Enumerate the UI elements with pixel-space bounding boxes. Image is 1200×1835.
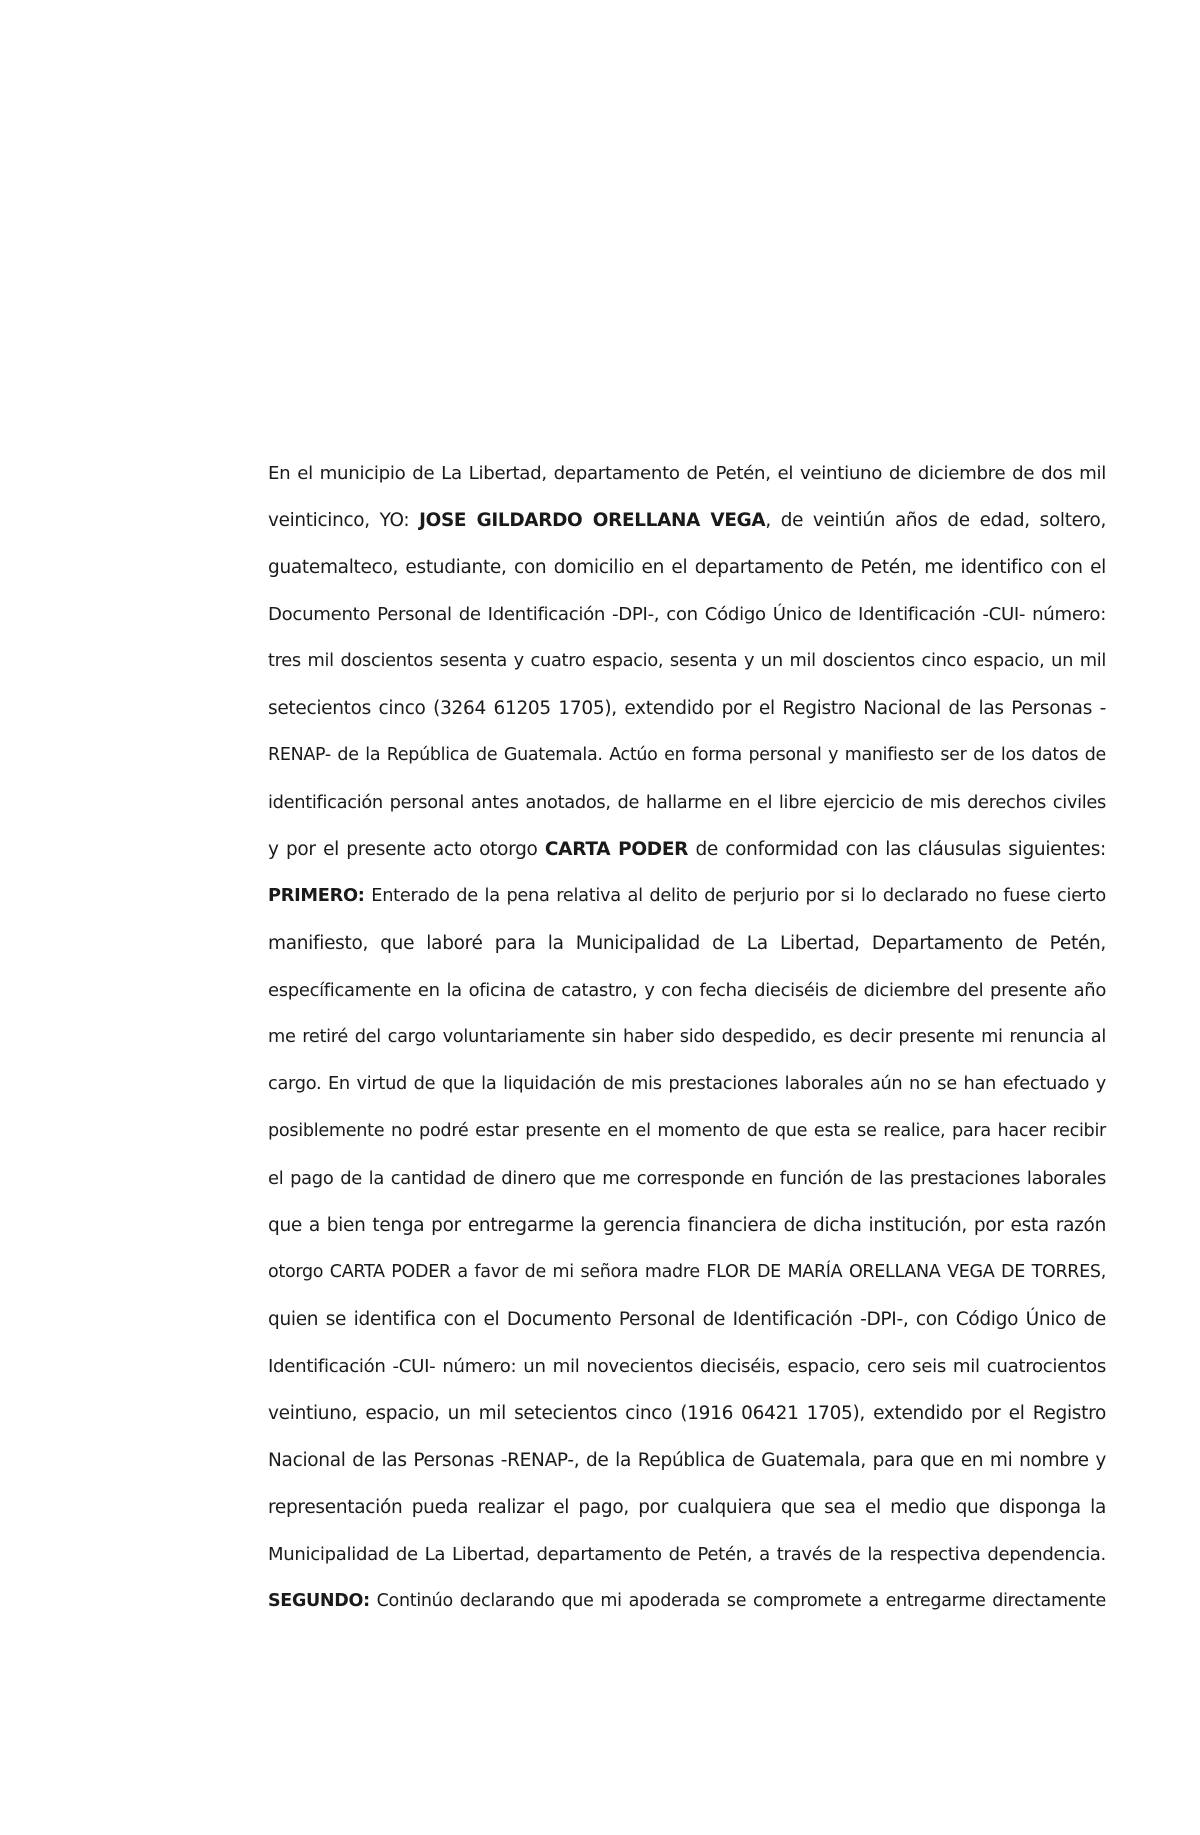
- text-line: [268, 826, 1106, 873]
- text-line: [268, 638, 1106, 685]
- text-segment: Continúo declarando que mi apoderada se compromete a entregarme directamente: [369, 1591, 1106, 1611]
- text-segment: RENAP- de la República de Guatemala. Actúo en forma personal y manifiesto ser de los datos de: [268, 745, 1106, 765]
- text-segment: Identificación -CUI- número: un mil novecientos dieciséis, espacio, cero seis mil cuatrocientos: [268, 1356, 1106, 1377]
- text-line: [268, 1343, 1106, 1390]
- text-segment: el pago de la cantidad de dinero que me corresponde en función de las prestaciones laborales: [268, 1168, 1106, 1189]
- text-line: [268, 450, 1106, 497]
- text-line: [268, 1390, 1106, 1437]
- text-segment: de conformidad con las cláusulas siguientes:: [688, 839, 1106, 860]
- text-line: [268, 1155, 1106, 1202]
- text-line: [268, 544, 1106, 591]
- text-segment: Documento Personal de Identificación -DPI-, con Código Único de Identificación -CUI- número:: [268, 604, 1106, 625]
- text-segment: tres mil doscientos sesenta y cuatro espacio, sesenta y un mil doscientos cinco espacio, un mil: [268, 651, 1106, 671]
- text-line: [268, 1578, 1106, 1625]
- bold-text: JOSE GILDARDO ORELLANA VEGA: [419, 510, 766, 531]
- text-segment: que a bien tenga por entregarme la gerencia financiera de dicha institución, por esta razón: [268, 1215, 1106, 1236]
- text-segment: setecientos cinco (3264 61205 1705), extendido por el Registro Nacional de las Personas -: [268, 698, 1106, 719]
- text-line: [268, 1202, 1106, 1249]
- text-segment: otorgo CARTA PODER a favor de mi señora madre FLOR DE MARÍA ORELLANA VEGA DE TORRES,: [268, 1262, 1106, 1282]
- text-line: [268, 591, 1106, 638]
- text-line: [268, 873, 1106, 920]
- text-line: [268, 920, 1106, 967]
- text-line: [268, 1108, 1106, 1155]
- text-segment: representación pueda realizar el pago, por cualquiera que sea el medio que disponga la: [268, 1497, 1106, 1518]
- text-segment: posiblemente no podré estar presente en el momento de que esta se realice, para hacer recibir: [268, 1121, 1106, 1141]
- text-segment: En el municipio de La Libertad, departamento de Petén, el veintiuno de diciembre de dos mil: [268, 463, 1106, 484]
- text-segment: guatemalteco, estudiante, con domicilio en el departamento de Petén, me identifico con el: [268, 557, 1106, 578]
- text-line: [268, 497, 1106, 544]
- document-body: [268, 450, 1106, 1625]
- text-segment: Municipalidad de La Libertad, departamento de Petén, a través de la respectiva dependencia.: [268, 1544, 1106, 1565]
- text-segment: me retiré del cargo voluntariamente sin haber sido despedido, es decir presente mi renuncia al: [268, 1027, 1106, 1047]
- text-segment: , de veintiún años de edad, soltero,: [765, 510, 1106, 531]
- bold-text: PRIMERO:: [268, 886, 365, 906]
- text-line: [268, 967, 1106, 1014]
- text-segment: manifiesto, que laboré para la Municipalidad de La Libertad, Departamento de Petén,: [268, 933, 1106, 954]
- bold-text: CARTA PODER: [544, 839, 689, 860]
- text-line: [268, 1531, 1106, 1578]
- text-line: [268, 1484, 1106, 1531]
- text-segment: identificación personal antes anotados, de hallarme en el libre ejercicio de mis derechos civiles: [268, 792, 1106, 813]
- text-line: [268, 1296, 1106, 1343]
- text-segment: quien se identifica con el Documento Personal de Identificación -DPI-, con Código Único de: [268, 1309, 1106, 1330]
- text-line: [268, 732, 1106, 779]
- text-segment: específicamente en la oficina de catastro, y con fecha dieciséis de diciembre del presente año: [268, 980, 1106, 1001]
- text-line: [268, 685, 1106, 732]
- text-line: [268, 1061, 1106, 1108]
- text-line: [268, 1014, 1106, 1061]
- bold-text: SEGUNDO:: [268, 1591, 370, 1611]
- text-segment: Enterado de la pena relativa al delito de perjurio por si lo declarado no fuese cierto: [364, 886, 1106, 906]
- text-segment: Nacional de las Personas -RENAP-, de la República de Guatemala, para que en mi nombre y: [268, 1450, 1106, 1471]
- text-line: [268, 1249, 1106, 1296]
- text-segment: veinticinco, YO:: [268, 510, 420, 531]
- text-line: [268, 1437, 1106, 1484]
- text-segment: veintiuno, espacio, un mil setecientos cinco (1916 06421 1705), extendido por el Registro: [268, 1403, 1106, 1424]
- text-segment: y por el presente acto otorgo: [268, 839, 545, 860]
- text-segment: cargo. En virtud de que la liquidación de mis prestaciones laborales aún no se han efectuado y: [268, 1074, 1106, 1094]
- text-line: [268, 779, 1106, 826]
